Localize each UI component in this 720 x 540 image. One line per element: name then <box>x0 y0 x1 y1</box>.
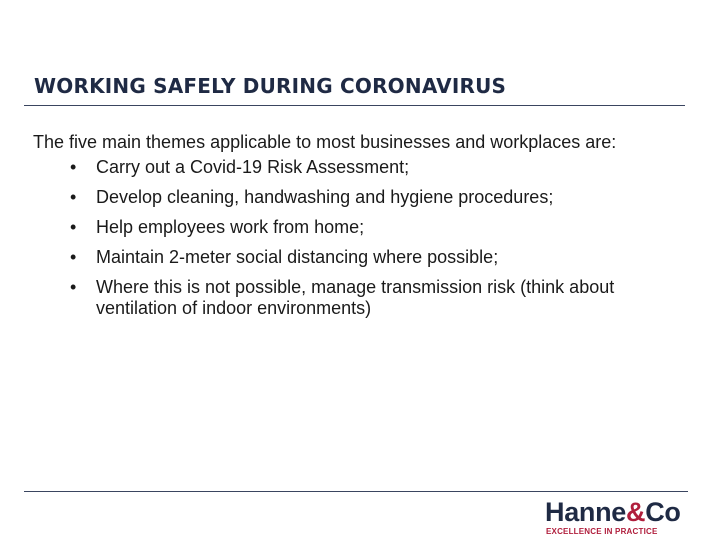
logo-tagline: EXCELLENCE IN PRACTICE <box>546 527 658 536</box>
bullet-item <box>33 247 688 268</box>
bullet-icon: • <box>70 217 77 237</box>
bullet-icon: • <box>70 187 77 207</box>
bullet-list <box>33 157 688 319</box>
logo-name-part1: Hanne <box>545 497 627 527</box>
bullet-text: Maintain 2-meter social distancing where possible; <box>96 247 499 267</box>
bullet-item <box>33 277 688 319</box>
logo-wordmark <box>545 496 681 528</box>
bullet-text: Develop cleaning, handwashing and hygiene procedures; <box>96 187 554 207</box>
footer-divider <box>24 491 688 492</box>
bullet-icon: • <box>70 247 77 267</box>
bullet-icon: • <box>70 157 77 177</box>
slide-title: WORKING SAFELY DURING CORONAVIRUS <box>34 74 507 98</box>
intro-text: The five main themes applicable to most businesses and workplaces are: <box>33 132 617 152</box>
bullet-text: Carry out a Covid-19 Risk Assessment; <box>96 157 410 177</box>
hanne-co-logo <box>545 496 710 538</box>
slide-body <box>33 132 688 319</box>
bullet-item <box>33 217 688 238</box>
bullet-item <box>33 157 688 178</box>
bullet-item <box>33 187 688 208</box>
title-divider <box>24 105 685 106</box>
bullet-text: Where this is not possible, manage transmission risk (think about ventilation of indoor environments) <box>96 277 615 318</box>
bullet-icon: • <box>70 277 77 297</box>
bullet-text: Help employees work from home; <box>96 217 365 237</box>
logo-ampersand: & <box>626 497 646 527</box>
logo-name-part2: Co <box>645 497 681 527</box>
